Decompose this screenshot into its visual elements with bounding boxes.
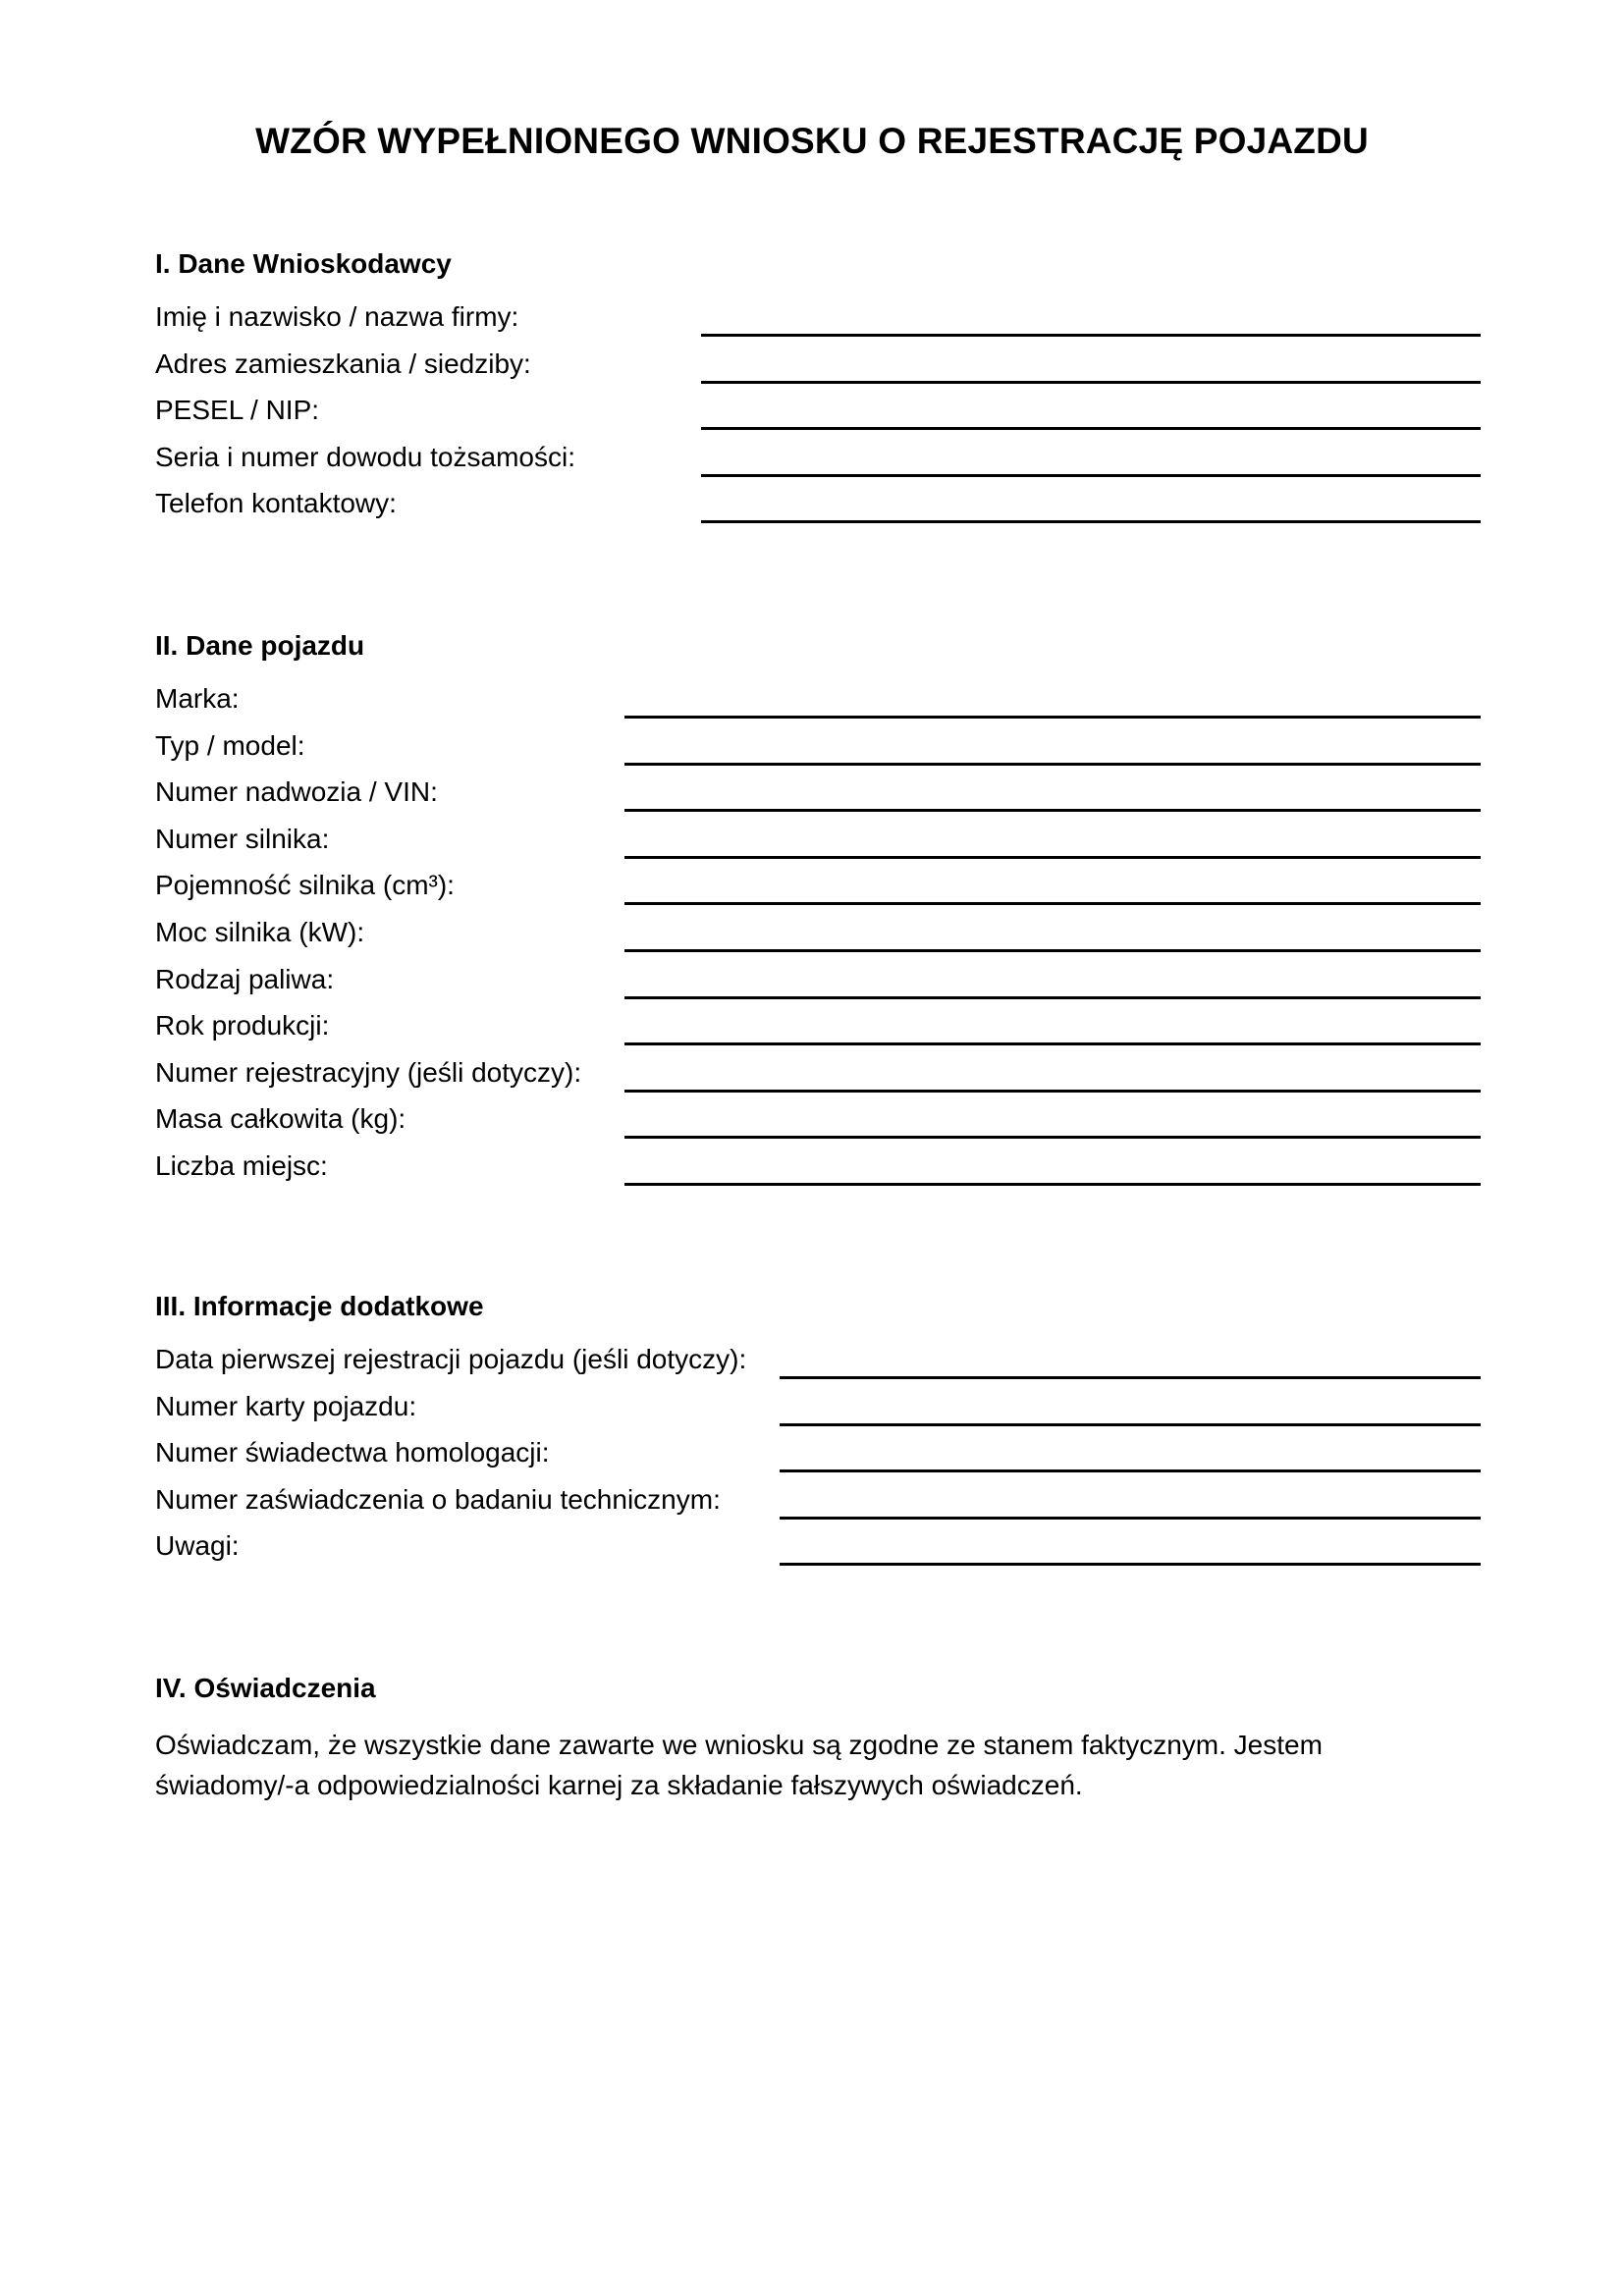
seat-count-field[interactable] — [624, 1183, 1481, 1186]
homologation-number-field[interactable] — [780, 1469, 1481, 1472]
section-heading: IV. Oświadczenia — [155, 1673, 376, 1703]
section-heading: I. Dane Wnioskodawcy — [155, 248, 452, 279]
form-row-engine-number — [155, 823, 1481, 870]
form-row-phone — [155, 487, 1481, 534]
field-label: Numer rejestracyjny (jeśli dotyczy): — [155, 1056, 582, 1088]
form-row-remarks — [155, 1529, 1481, 1576]
form-row-total-mass — [155, 1102, 1481, 1149]
section-declarations — [155, 1672, 1481, 1805]
form-row-id-document — [155, 441, 1481, 488]
field-label: Pojemność silnika (cm³): — [155, 870, 455, 901]
field-label: Moc silnika (kW): — [155, 916, 365, 947]
vehicle-card-number-field[interactable] — [780, 1423, 1481, 1426]
vin-field[interactable] — [624, 809, 1481, 812]
form-row-engine-capacity — [155, 869, 1481, 916]
engine-power-field[interactable] — [624, 949, 1481, 952]
form-row-vin — [155, 775, 1481, 823]
field-label: Rok produkcji: — [155, 1010, 330, 1041]
form-row-make — [155, 682, 1481, 729]
fuel-type-field[interactable] — [624, 996, 1481, 999]
form-row-inspection-certificate — [155, 1483, 1481, 1530]
inspection-certificate-field[interactable] — [780, 1517, 1481, 1520]
field-label: Numer zaświadczenia o badaniu technicznym: — [155, 1483, 721, 1515]
form-row-vehicle-card-number — [155, 1390, 1481, 1437]
form-row-seat-count — [155, 1149, 1481, 1197]
form-row-engine-power — [155, 916, 1481, 963]
phone-field[interactable] — [701, 520, 1481, 523]
model-field[interactable] — [624, 763, 1481, 766]
section-heading: II. Dane pojazdu — [155, 630, 365, 661]
make-field[interactable] — [624, 716, 1481, 719]
form-row-full-name — [155, 300, 1481, 347]
form-row-homologation-number — [155, 1436, 1481, 1483]
field-label: Imię i nazwisko / nazwa firmy: — [155, 301, 519, 332]
form-row-production-year — [155, 1009, 1481, 1056]
field-label: Liczba miejsc: — [155, 1149, 328, 1181]
full-name-field[interactable] — [701, 334, 1481, 337]
form-row-address — [155, 347, 1481, 395]
field-label: Seria i numer dowodu tożsamości: — [155, 441, 575, 472]
pesel-nip-field[interactable] — [701, 427, 1481, 430]
field-label: Masa całkowita (kg): — [155, 1103, 406, 1135]
first-registration-date-field[interactable] — [780, 1376, 1481, 1379]
form-row-model — [155, 729, 1481, 776]
field-label: PESEL / NIP: — [155, 395, 320, 426]
form-row-fuel-type — [155, 963, 1481, 1010]
section-applicant-data — [155, 247, 1481, 534]
section-additional-info — [155, 1290, 1481, 1576]
address-field[interactable] — [701, 381, 1481, 384]
field-label: Numer świadectwa homologacji: — [155, 1437, 550, 1468]
field-label: Uwagi: — [155, 1530, 240, 1562]
form-row-first-registration-date — [155, 1343, 1481, 1390]
field-label: Marka: — [155, 683, 240, 714]
form-row-registration-number — [155, 1056, 1481, 1103]
field-label: Data pierwszej rejestracji pojazdu (jeśli dotyczy): — [155, 1344, 747, 1374]
field-label: Numer nadwozia / VIN: — [155, 776, 438, 808]
section-heading: III. Informacje dodatkowe — [155, 1291, 484, 1321]
field-label: Numer karty pojazdu: — [155, 1390, 417, 1421]
engine-capacity-field[interactable] — [624, 902, 1481, 905]
production-year-field[interactable] — [624, 1042, 1481, 1045]
declaration-text: Oświadczam, że wszystkie dane zawarte we wniosku są zgodne ze stanem faktycznym. Jestem świadomy/-a odpowiedzialności karnej za składanie fałszywych oświadczeń. — [155, 1730, 1323, 1800]
field-label: Rodzaj paliwa: — [155, 963, 335, 994]
registration-number-field[interactable] — [624, 1090, 1481, 1093]
field-label: Adres zamieszkania / siedziby: — [155, 347, 531, 379]
id-document-field[interactable] — [701, 474, 1481, 477]
section-vehicle-data — [155, 629, 1481, 1197]
field-label: Numer silnika: — [155, 823, 330, 854]
form-row-pesel-nip — [155, 394, 1481, 441]
field-label: Telefon kontaktowy: — [155, 488, 397, 519]
field-label: Typ / model: — [155, 729, 305, 761]
remarks-field[interactable] — [780, 1563, 1481, 1566]
engine-number-field[interactable] — [624, 856, 1481, 859]
document-title: WZÓR WYPEŁNIONEGO WNIOSKU O REJESTRACJĘ POJAZDU — [255, 121, 1369, 161]
total-mass-field[interactable] — [624, 1136, 1481, 1139]
